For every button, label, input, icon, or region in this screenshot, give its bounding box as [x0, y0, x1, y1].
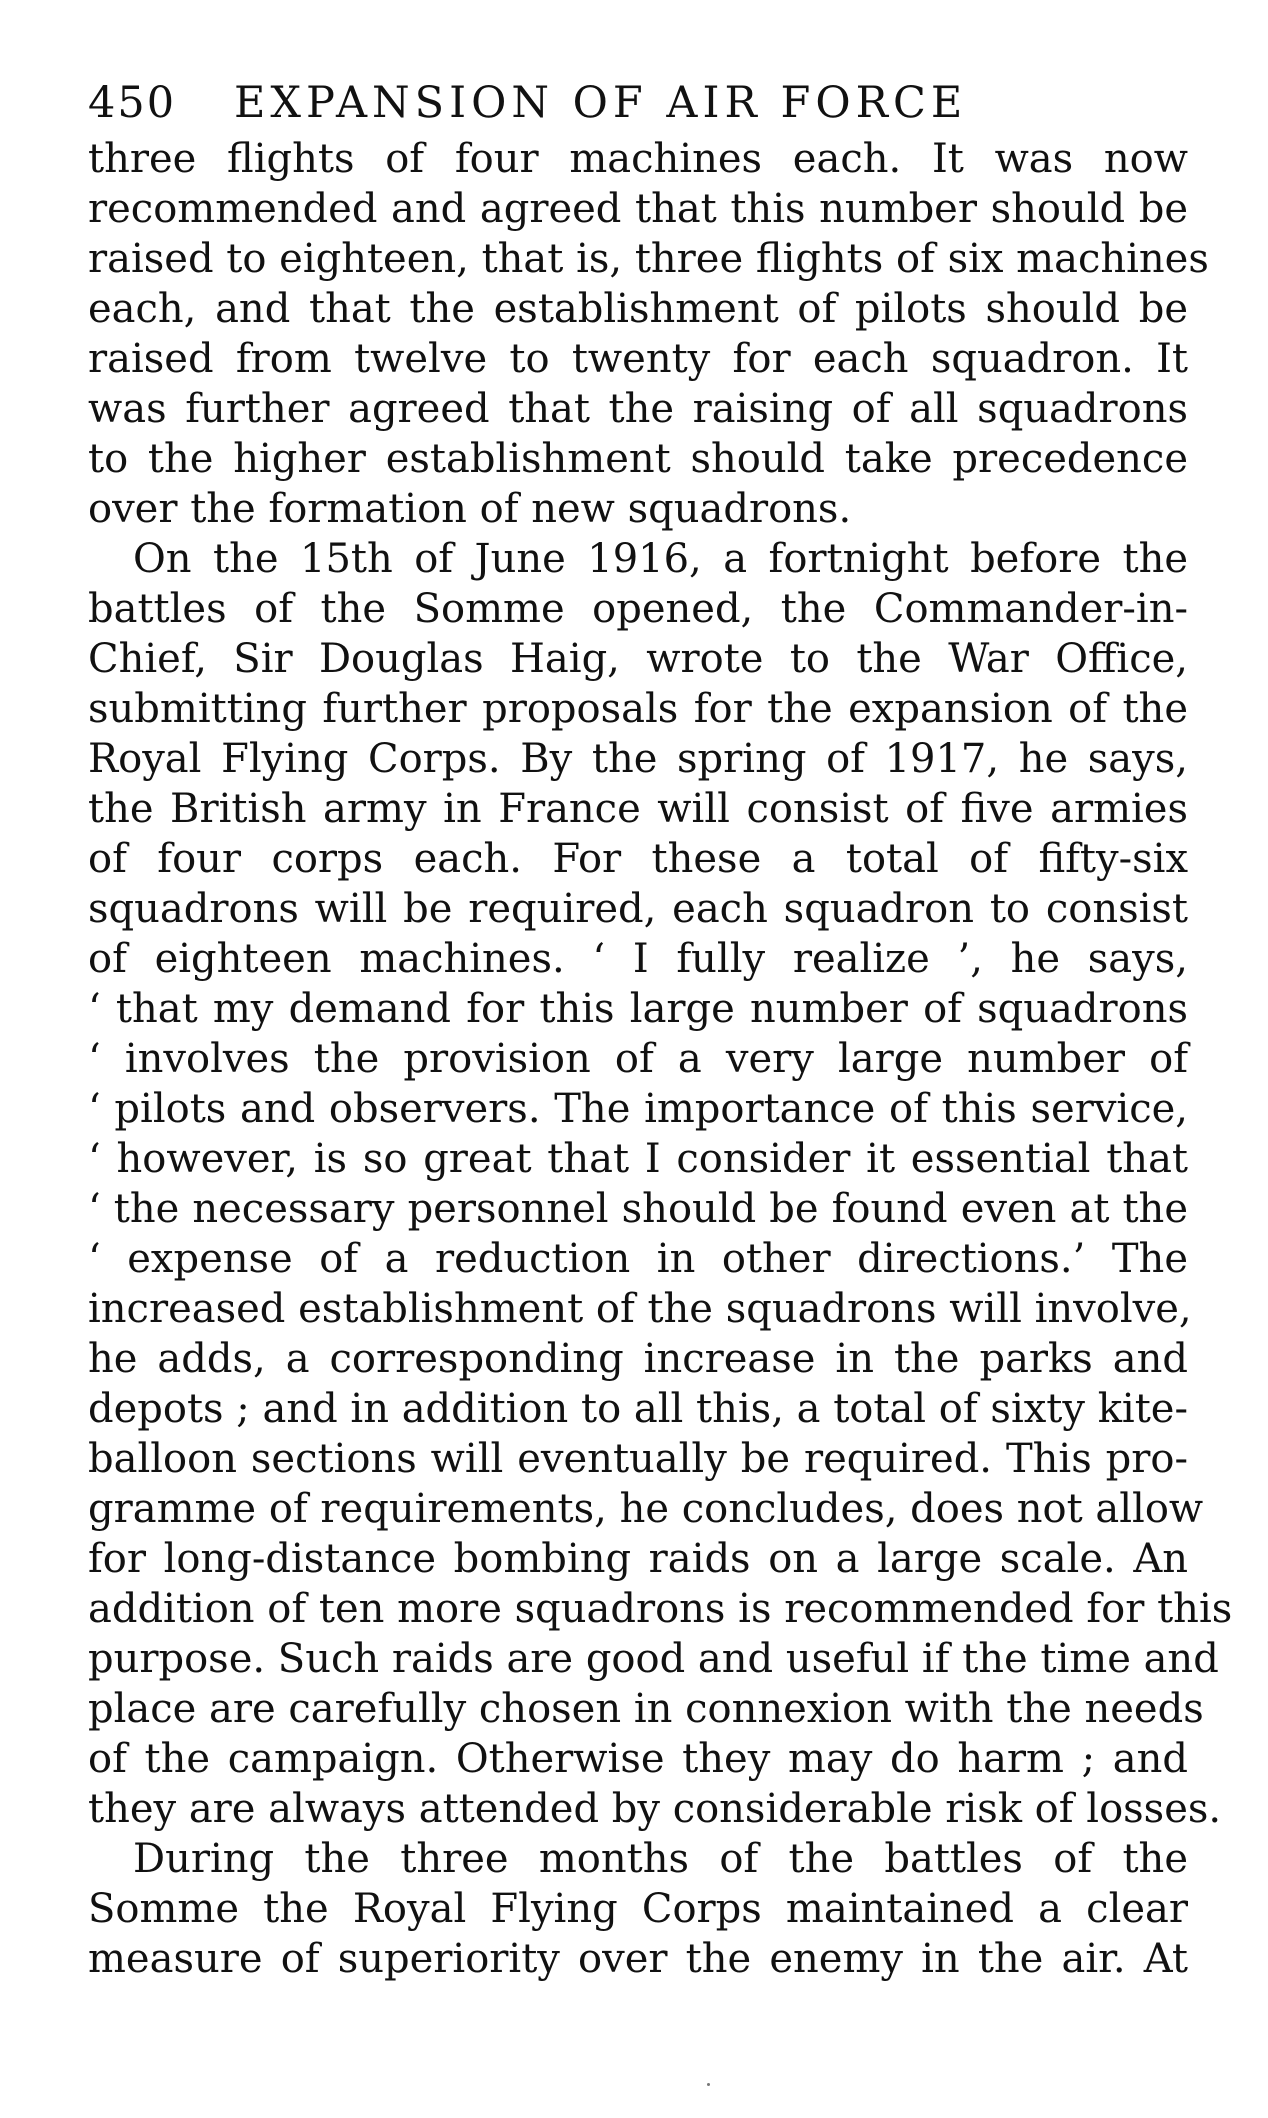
- text-line: Chief, Sir Douglas Haig, wrote to the War Office,: [88, 636, 1188, 682]
- text-line: addition of ten more squadrons is recommended for this: [88, 1586, 1233, 1632]
- quotation-line: ‘ that my demand for this large number of squadrons: [88, 986, 1188, 1032]
- text-line: depots ; and in addition to all this, a total of sixty kite-: [88, 1386, 1188, 1432]
- quotation-line: ‘ involves the provision of a very large number of: [88, 1036, 1188, 1082]
- text-line: raised from twelve to twenty for each squadron. It: [88, 336, 1188, 382]
- page-header: [88, 78, 1188, 128]
- quotation-line: ‘ the necessary personnel should be found even at the: [88, 1186, 1188, 1232]
- paragraph-start-line: During the three months of the battles of the: [133, 1836, 1188, 1882]
- text-line: recommended and agreed that this number should be: [88, 186, 1188, 232]
- text-line: place are carefully chosen in connexion with the needs: [88, 1686, 1204, 1732]
- text-line: measure of superiority over the enemy in the air. At: [88, 1936, 1188, 1982]
- text-line: submitting further proposals for the expansion of the: [88, 686, 1188, 732]
- text-line: Somme the Royal Flying Corps maintained a clear: [88, 1886, 1188, 1932]
- text-line: the British army in France will consist of five armies: [88, 786, 1188, 832]
- text-line: they are always attended by considerable risk of losses.: [88, 1786, 1222, 1832]
- body-text: [88, 134, 1233, 1984]
- text-line: raised to eighteen, that is, three flights of six machines: [88, 236, 1209, 282]
- text-line: battles of the Somme opened, the Commander-in-: [88, 586, 1188, 632]
- text-line: over the formation of new squadrons.: [88, 486, 852, 532]
- text-line: squadrons will be required, each squadron to consist: [88, 886, 1188, 932]
- text-line: gramme of requirements, he concludes, does not allow: [88, 1486, 1204, 1532]
- text-line: three flights of four machines each. It was now: [88, 136, 1188, 182]
- page-speck: [707, 2083, 710, 2086]
- paragraph-start-line: On the 15th of June 1916, a fortnight before the: [133, 536, 1188, 582]
- text-line: to the higher establishment should take precedence: [88, 436, 1188, 482]
- quotation-line: ‘ expense of a reduction in other directions.’ The: [88, 1236, 1188, 1282]
- text-line: increased establishment of the squadrons will involve,: [88, 1286, 1192, 1332]
- text-line: purpose. Such raids are good and useful if the time and: [88, 1636, 1219, 1682]
- running-title: EXPANSION OF AIR FORCE: [234, 78, 968, 128]
- text-line: each, and that the establishment of pilots should be: [88, 286, 1188, 332]
- book-page: [88, 78, 1233, 2068]
- quotation-line: ‘ however, is so great that I consider it essential that: [88, 1136, 1188, 1182]
- page-number: 450: [88, 78, 177, 128]
- text-line: of four corps each. For these a total of fifty-six: [88, 836, 1188, 882]
- quotation-line: ‘ pilots and observers. The importance of this service,: [88, 1086, 1188, 1132]
- text-line: for long-distance bombing raids on a large scale. An: [88, 1536, 1188, 1582]
- text-line: was further agreed that the raising of all squadrons: [88, 386, 1188, 432]
- text-line: of the campaign. Otherwise they may do harm ; and: [88, 1736, 1188, 1782]
- text-line: of eighteen machines. ‘ I fully realize ’, he says,: [88, 936, 1188, 982]
- text-line: he adds, a corresponding increase in the parks and: [88, 1336, 1188, 1382]
- text-line: balloon sections will eventually be required. This pro-: [88, 1436, 1188, 1482]
- text-line: Royal Flying Corps. By the spring of 1917, he says,: [88, 736, 1188, 782]
